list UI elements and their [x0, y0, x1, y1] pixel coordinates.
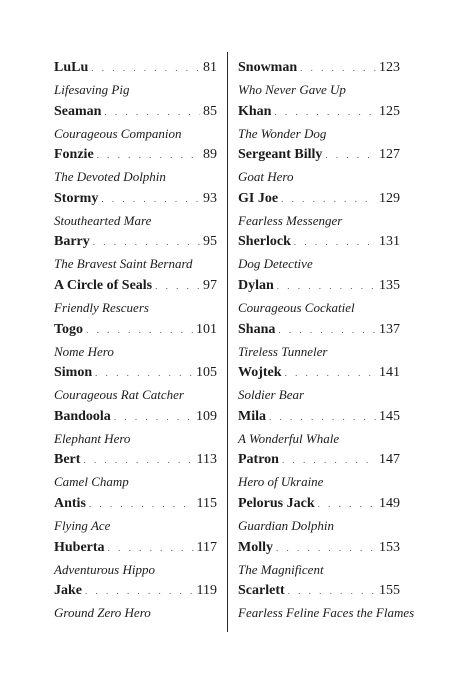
toc-entry [54, 278, 217, 322]
dot-leader [281, 195, 376, 204]
toc-entry [238, 365, 400, 409]
toc-entry [238, 60, 400, 104]
entry-name: Togo [54, 321, 84, 337]
entry-name: Pelorus Jack [238, 495, 315, 511]
toc-entry [54, 234, 217, 278]
dot-leader [282, 456, 376, 465]
entry-page-number: 85 [203, 103, 217, 119]
entry-name: Stormy [54, 190, 99, 206]
dot-leader [86, 326, 193, 335]
toc-entry [238, 496, 400, 540]
entry-subtitle: A Wonderful Whale [238, 430, 340, 446]
dot-leader [104, 108, 200, 117]
entry-page-number: 97 [203, 277, 217, 293]
entry-subtitle: Hero of Ukraine [238, 474, 324, 490]
toc-entry [238, 540, 400, 584]
entry-subtitle: Lifesaving Pig [54, 82, 130, 97]
entry-subtitle: Camel Champ [54, 474, 129, 490]
dot-leader [155, 282, 200, 291]
entry-name: A Circle of Seals [54, 277, 153, 293]
dot-leader [91, 64, 200, 73]
toc-entry [238, 409, 400, 453]
entry-subtitle: Who Never Gave Up [238, 82, 346, 97]
dot-leader [300, 64, 376, 73]
dot-leader [274, 108, 376, 117]
entry-subtitle: Dog Detective [238, 256, 313, 272]
entry-page-number: 117 [196, 539, 217, 555]
entry-name: Seaman [54, 103, 102, 119]
entry-subtitle: Flying Ace [54, 517, 111, 533]
entry-page-number: 89 [203, 147, 217, 163]
entry-subtitle: Fearless Messenger [238, 212, 343, 228]
entry-page-number: 115 [196, 495, 217, 511]
entry-page-number: 119 [196, 583, 217, 599]
toc-right-column [238, 60, 415, 627]
dot-leader [318, 500, 376, 509]
entry-subtitle: Nome Hero [54, 343, 114, 359]
entry-name: GI Joe [238, 190, 279, 206]
entry-name: Mila [238, 408, 266, 424]
dot-leader [97, 151, 200, 160]
entry-subtitle: Ground Zero Hero [54, 605, 151, 621]
entry-name: Antis [54, 495, 86, 511]
entry-name: Molly [238, 539, 273, 555]
entry-subtitle: Stouthearted Mare [54, 212, 152, 228]
entry-name: Huberta [54, 539, 105, 555]
entry-page-number: 131 [379, 234, 400, 250]
entry-name: Jake [54, 583, 82, 599]
dot-leader [83, 456, 193, 465]
entry-subtitle: The Wonder Dog [238, 125, 327, 141]
entry-page-number: 141 [379, 365, 400, 381]
toc-entry [54, 365, 217, 409]
toc-left-column [54, 60, 217, 627]
entry-name: LuLu [54, 60, 89, 75]
dot-leader [269, 413, 376, 422]
entry-page-number: 109 [196, 408, 217, 424]
entry-page-number: 129 [379, 190, 400, 206]
toc-entry [54, 322, 217, 366]
entry-page-number: 101 [196, 321, 217, 337]
dot-leader [278, 326, 376, 335]
entry-page-number: 95 [203, 234, 217, 250]
entry-page-number: 113 [196, 452, 217, 468]
entry-subtitle: Friendly Rescuers [54, 299, 149, 315]
entry-page-number: 123 [379, 60, 400, 75]
toc-entry [238, 147, 400, 191]
dot-leader [114, 413, 193, 422]
entry-subtitle: The Bravest Saint Bernard [54, 256, 193, 272]
entry-page-number: 105 [196, 365, 217, 381]
entry-name: Barry [54, 234, 90, 250]
entry-page-number: 135 [379, 277, 400, 293]
entry-name: Sherlock [238, 234, 291, 250]
entry-subtitle: Courageous Rat Catcher [54, 387, 184, 403]
entry-page-number: 137 [379, 321, 400, 337]
entry-name: Dylan [238, 277, 274, 293]
entry-subtitle: The Devoted Dolphin [54, 169, 166, 185]
entry-page-number: 155 [379, 583, 400, 599]
toc-entry [238, 234, 400, 278]
entry-page-number: 93 [203, 190, 217, 206]
toc-entry [238, 452, 400, 496]
dot-leader [93, 238, 200, 247]
entry-page-number: 145 [379, 408, 400, 424]
entry-name: Snowman [238, 60, 298, 75]
entry-name: Simon [54, 365, 93, 381]
toc-entry [238, 191, 400, 235]
entry-subtitle: Fearless Feline Faces the Flames [238, 605, 415, 621]
entry-subtitle: Courageous Cockatiel [238, 299, 355, 315]
toc-entry [238, 322, 400, 366]
column-divider [227, 52, 228, 632]
dot-leader [325, 151, 376, 160]
entry-name: Bandoola [54, 408, 111, 424]
entry-name: Scarlett [238, 583, 285, 599]
dot-leader [108, 544, 194, 553]
entry-name: Patron [238, 452, 279, 468]
dot-leader [101, 195, 200, 204]
toc-entry [54, 540, 217, 584]
entry-subtitle: Courageous Companion [54, 125, 182, 141]
entry-subtitle: Tireless Tunneler [238, 343, 328, 359]
entry-subtitle: The Magnificent [238, 561, 324, 577]
entry-name: Khan [238, 103, 272, 119]
toc-entry [238, 278, 400, 322]
entry-name: Shana [238, 321, 276, 337]
entry-name: Bert [54, 452, 81, 468]
toc-entry [54, 147, 217, 191]
entry-page-number: 127 [379, 147, 400, 163]
toc-entry [54, 583, 217, 627]
dot-leader [285, 369, 376, 378]
dot-leader [294, 238, 376, 247]
entry-name: Fonzie [54, 147, 94, 163]
entry-subtitle: Elephant Hero [54, 430, 131, 446]
entry-page-number: 149 [379, 495, 400, 511]
entry-name: Wojtek [238, 365, 282, 381]
entry-page-number: 153 [379, 539, 400, 555]
dot-leader [89, 500, 194, 509]
toc-entry [54, 60, 217, 104]
entry-page-number: 125 [379, 103, 400, 119]
dot-leader [95, 369, 193, 378]
toc-entry [54, 452, 217, 496]
dot-leader [277, 282, 376, 291]
entry-page-number: 81 [203, 60, 217, 75]
toc-entry [54, 409, 217, 453]
entry-subtitle: Goat Hero [238, 169, 294, 185]
entry-subtitle: Adventurous Hippo [54, 561, 155, 577]
entry-subtitle: Soldier Bear [238, 387, 305, 403]
toc-entry [238, 104, 400, 148]
entry-page-number: 147 [379, 452, 400, 468]
dot-leader [85, 587, 194, 596]
toc-entry [54, 496, 217, 540]
entry-subtitle: Guardian Dolphin [238, 517, 334, 533]
toc-entry [54, 191, 217, 235]
dot-leader [276, 544, 376, 553]
dot-leader [288, 587, 376, 596]
entry-name: Sergeant Billy [238, 147, 323, 163]
toc-entry [54, 104, 217, 148]
toc-entry [238, 583, 415, 627]
